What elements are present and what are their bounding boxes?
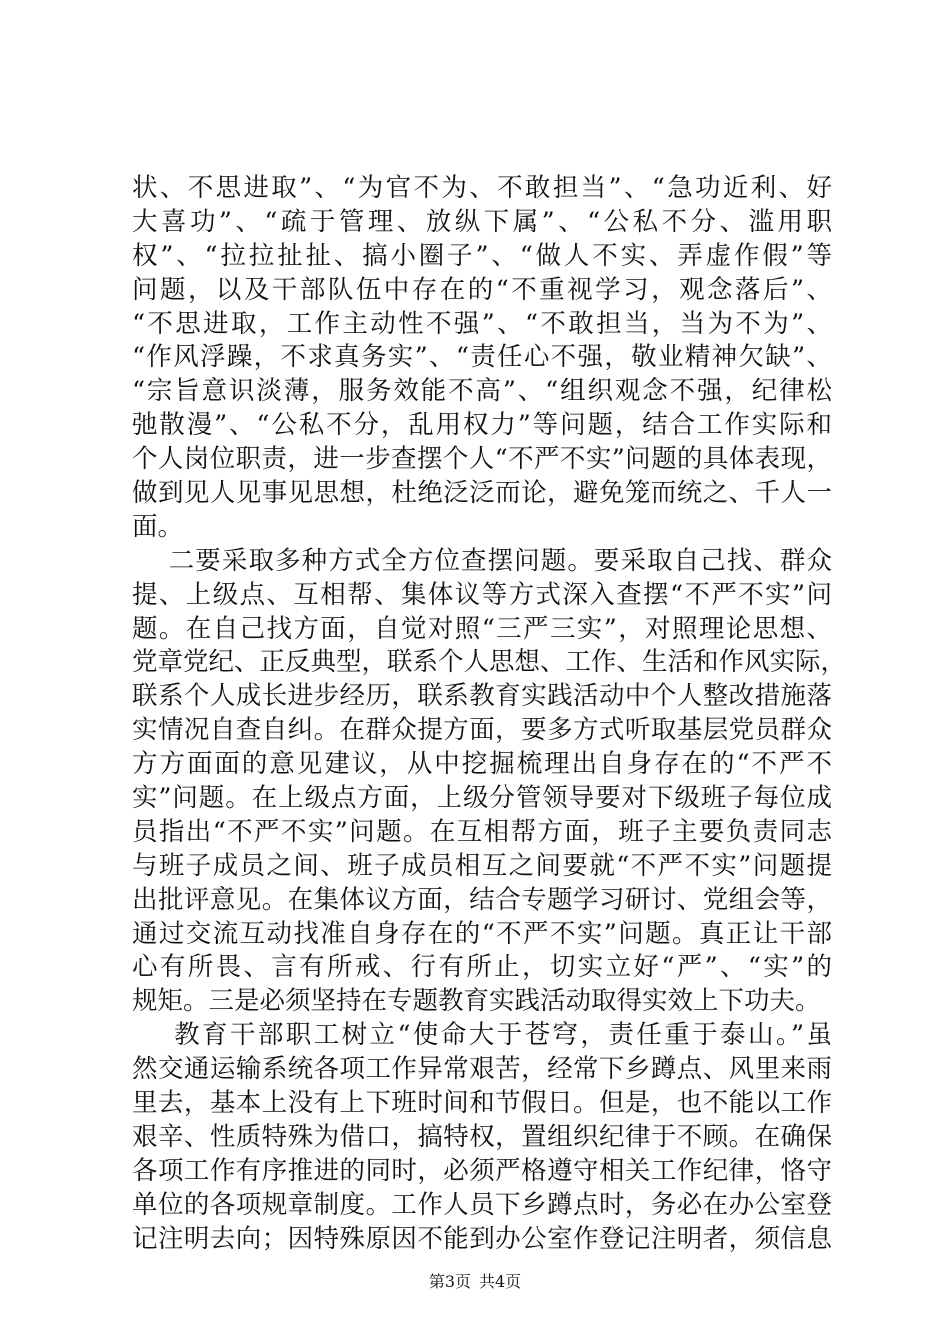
text-line: 权”、“拉拉扯扯、搞小圈子”、“做人不实、弄虚作假”等: [132, 240, 832, 271]
page-footer: [0, 1272, 950, 1292]
text-line: 二要采取多种方式全方位查摆问题。要采取自己找、群众: [132, 545, 832, 576]
text-line: 弛散漫”、“公私不分，乱用权力”等问题，结合工作实际和: [132, 410, 832, 441]
text-line: 状、不思进取”、“为官不为、不敢担当”、“急功近利、好: [132, 173, 832, 203]
text-line: 提、上级点、互相帮、集体议等方式深入查摆“不严不实”问: [132, 579, 832, 610]
text-line: 题。在自己找方面，自觉对照“三严三实”，对照理论思想、: [132, 613, 832, 644]
document-body: [132, 172, 847, 1257]
text-line: 各项工作有序推进的同时，必须严格遵守相关工作纪律，恪守: [132, 1155, 832, 1186]
text-line: 大喜功”、“疏于管理、放纵下属”、“公私不分、滥用职: [132, 206, 832, 237]
text-line: 党章党纪、正反典型，联系个人思想、工作、生活和作风实际，: [132, 647, 847, 678]
page-number: 第3页: [428, 1272, 471, 1291]
text-line: 联系个人成长进步经历，联系教育实践活动中个人整改措施落: [132, 681, 832, 712]
text-line: 里去，基本上没有上下班时间和节假日。但是，也不能以工作: [132, 1088, 832, 1119]
text-line: 做到见人见事见思想，杜绝泛泛而论，避免笼而统之、千人一: [132, 478, 832, 509]
text-line: “作风浮躁，不求真务实”、“责任心不强，敬业精神欠缺”、: [132, 342, 832, 373]
text-line: 教育干部职工树立“使命大于苍穹，责任重于泰山。”虽: [132, 1020, 832, 1051]
text-line: 实情况自查自纠。在群众提方面，要多方式听取基层党员群众: [132, 715, 832, 746]
text-line: 个人岗位职责，进一步查摆个人“不严不实”问题的具体表现，: [132, 444, 832, 475]
text-line: 问题，以及干部队伍中存在的“不重视学习，观念落后”、: [132, 274, 832, 305]
text-line: 记注明去向；因特殊原因不能到办公室作登记注明者，须信息: [132, 1223, 832, 1254]
text-line: 通过交流互动找准自身存在的“不严不实”问题。真正让干部: [132, 918, 832, 949]
text-line: 员指出“不严不实”问题。在互相帮方面，班子主要负责同志: [132, 816, 832, 847]
text-line: 然交通运输系统各项工作异常艰苦，经常下乡蹲点、风里来雨: [132, 1054, 832, 1085]
text-line: “宗旨意识淡薄，服务效能不高”、“组织观念不强，纪律松: [132, 376, 832, 407]
text-line: 单位的各项规章制度。工作人员下乡蹲点时，务必在办公室登: [132, 1189, 832, 1220]
text-line: 出批评意见。在集体议方面，结合专题学习研讨、党组会等，: [132, 884, 832, 915]
text-line: 面。: [132, 511, 184, 542]
text-line: 艰辛、性质特殊为借口，搞特权，置组织纪律于不顾。在确保: [132, 1121, 832, 1152]
text-line: 与班子成员之间、班子成员相互之间要就“不严不实”问题提: [132, 850, 832, 881]
text-line: 实”问题。在上级点方面，上级分管领导要对下级班子每位成: [132, 783, 832, 814]
text-line: 规矩。三是必须坚持在专题教育实践活动取得实效上下功夫。: [132, 986, 821, 1017]
text-line: 方方面面的意见建议，从中挖掘梳理出自身存在的“不严不: [132, 749, 832, 780]
page-total: 共4页: [479, 1272, 522, 1291]
text-line: 心有所畏、言有所戒、行有所止，切实立好“严”、“实”的: [132, 952, 832, 983]
text-line: “不思进取，工作主动性不强”、“不敢担当，当为不为”、: [132, 308, 832, 339]
